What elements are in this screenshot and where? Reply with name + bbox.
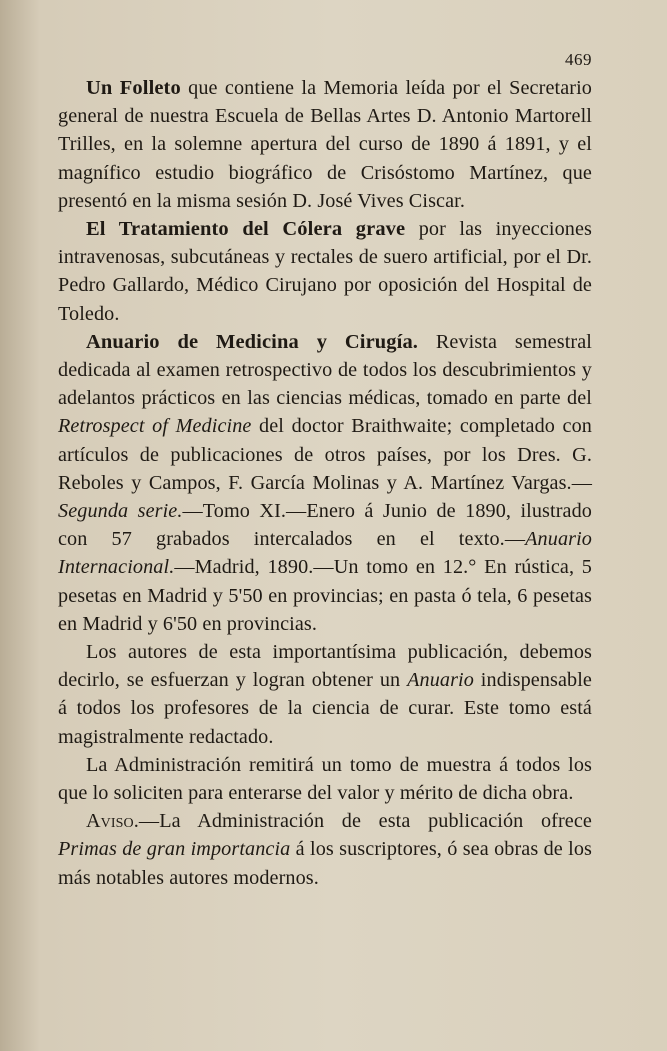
autores-text-2: indispensable á todos los profesores de la ciencia de curar. Este tomo está magistralmente redactado. (58, 669, 592, 748)
administracion-text: La Administración remitirá un tomo de muestra á todos los que lo soliciten para enterarse del valor y mérito de dicha obra. (58, 753, 592, 805)
paragraph-aviso (58, 807, 592, 892)
entry-text-folleto: que contiene la Memoria leída por el Secretario general de nuestra Escuela de Bellas Artes D. Antonio Martorell Trilles, en la solemne apertura del curso de 1890 á 1891, y el magnífico estudio biográfico de Crisóstomo Martínez, que presentó en la misma sesión D. José Vives Ciscar. (58, 77, 592, 212)
paragraph-autores (58, 638, 592, 751)
page-number: 469 (565, 50, 592, 69)
aviso-label: Aviso. (86, 810, 139, 833)
entry-text-anuario-1: Revista semestral dedicada al examen retrospectivo de todos los descubrimientos y adelantos prácticos en las ciencias médicas, tomado en parte del (58, 330, 592, 410)
entry-italic-serie: Segunda serie. (58, 500, 183, 523)
entry-text-anuario-2: del doctor Braithwaite; completado con artículos de publicaciones de otros países, por los Dres. G. Reboles y Campos, F. García Molinas y A. Martínez Vargas.— (58, 415, 592, 494)
entry-italic-retrospect: Retrospect of Medicine (58, 415, 252, 438)
entry-text-anuario-4: —Madrid, 1890.—Un tomo en 12.° En rústica, 5 pesetas en Madrid y 5'50 en provincias; en pasta ó tela, 6 pesetas en Madrid y 6'50 en provincias. (58, 556, 592, 635)
entry-text-tratamiento: por las inyecciones intravenosas, subcutáneas y rectales de suero artificial, por el Dr. Pedro Gallardo, Médico Cirujano por oposición del Hospital de Toledo. (58, 218, 592, 325)
autores-italic-anuario: Anuario (407, 669, 474, 692)
paragraph-anuario (58, 328, 592, 638)
aviso-italic-primas: Primas de gran importancia (58, 838, 291, 861)
paragraph-tratamiento (58, 215, 592, 328)
aviso-text-2: á los suscriptores, ó sea obras de los más notables autores modernos. (58, 838, 592, 889)
autores-text-1: Los autores de esta importantísima publicación, debemos decirlo, se esfuerzan y logran obtener un (58, 641, 592, 692)
book-page (58, 50, 592, 892)
entry-title-tratamiento: El Tratamiento del Cólera grave (86, 218, 406, 241)
aviso-text-1: —La Administración de esta publicación ofrece (138, 810, 592, 833)
entry-italic-anuario-internacional: Anuario Internacional. (58, 528, 592, 579)
paragraph-administracion (58, 751, 592, 807)
entry-title-anuario: Anuario de Medicina y Cirugía. (86, 330, 419, 353)
paragraph-folleto (58, 74, 592, 215)
entry-title-folleto: Un Folleto (86, 77, 181, 99)
page-content (58, 50, 592, 892)
entry-text-anuario-3: —Tomo XI.—Enero á Junio de 1890, ilustrado con 57 grabados intercalados en el texto.— (58, 500, 592, 551)
